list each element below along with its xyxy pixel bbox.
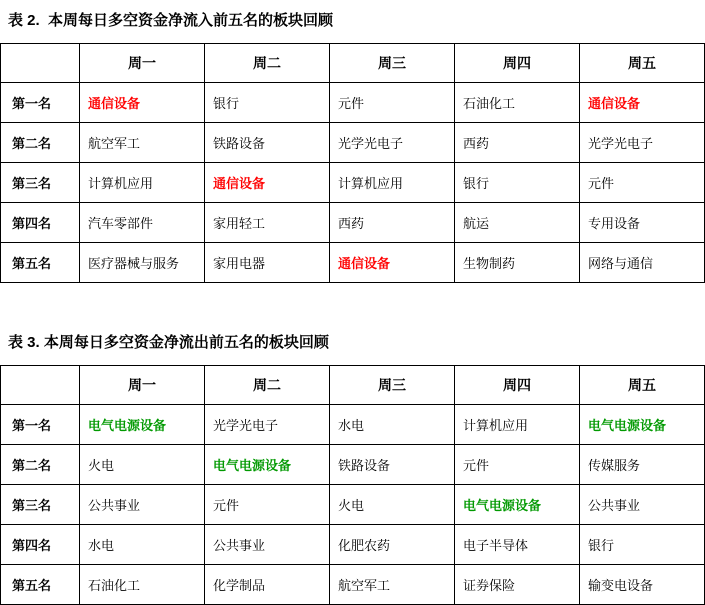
table-cell: 汽车零部件 [80,203,205,243]
rank-label: 第二名 [1,123,80,163]
rank-label: 第三名 [1,485,80,525]
day-header-mon: 周一 [80,366,205,405]
corner-cell [1,44,80,83]
day-header-wed: 周三 [330,366,455,405]
table-cell: 公共事业 [580,485,705,525]
table-cell: 专用设备 [580,203,705,243]
table-cell: 光学光电子 [330,123,455,163]
table-cell: 证券保险 [455,565,580,605]
table-cell: 电气电源设备 [80,405,205,445]
table-row [1,123,705,163]
day-header-wed: 周三 [330,44,455,83]
day-header-fri: 周五 [580,44,705,83]
rank-label: 第一名 [1,405,80,445]
table-cell: 石油化工 [80,565,205,605]
day-header-mon: 周一 [80,44,205,83]
table-cell: 光学光电子 [205,405,330,445]
table-row [1,83,705,123]
table-cell: 元件 [580,163,705,203]
table-cell: 通信设备 [205,163,330,203]
table-cell: 家用轻工 [205,203,330,243]
table-cell: 公共事业 [205,525,330,565]
table-cell: 铁路设备 [330,445,455,485]
table-cell: 银行 [455,163,580,203]
table-cell: 航运 [455,203,580,243]
table-cell: 银行 [205,83,330,123]
table-cell: 光学光电子 [580,123,705,163]
table-cell: 铁路设备 [205,123,330,163]
day-header-tue: 周二 [205,44,330,83]
table-cell: 计算机应用 [455,405,580,445]
table-cell: 水电 [330,405,455,445]
rank-label: 第二名 [1,445,80,485]
rank-label: 第四名 [1,203,80,243]
day-header-tue: 周二 [205,366,330,405]
table-cell: 网络与通信 [580,243,705,283]
table-cell: 西药 [330,203,455,243]
day-header-thu: 周四 [455,44,580,83]
day-header-thu: 周四 [455,366,580,405]
table-cell: 电气电源设备 [455,485,580,525]
table-row [1,405,705,445]
table-cell: 航空军工 [80,123,205,163]
table-cell: 元件 [330,83,455,123]
table-cell: 元件 [455,445,580,485]
table-cell: 银行 [580,525,705,565]
table-cell: 火电 [80,445,205,485]
table-row [1,163,705,203]
table2-title: 表 2. 本周每日多空资金净流入前五名的板块回顾 [8,12,334,29]
table-row [1,203,705,243]
table-cell: 医疗器械与服务 [80,243,205,283]
table-row [1,445,705,485]
table3-title: 表 3. 本周每日多空资金净流出前五名的板块回顾 [8,334,329,351]
table-cell: 传媒服务 [580,445,705,485]
rank-label: 第四名 [1,525,80,565]
table-cell: 水电 [80,525,205,565]
table-cell: 计算机应用 [80,163,205,203]
table3-header-row [1,366,705,405]
table-cell: 公共事业 [80,485,205,525]
table-row [1,243,705,283]
table2-header-row [1,44,705,83]
table-cell: 化学制品 [205,565,330,605]
table-cell: 西药 [455,123,580,163]
table-cell: 电子半导体 [455,525,580,565]
day-header-fri: 周五 [580,366,705,405]
table-cell: 家用电器 [205,243,330,283]
table-cell: 元件 [205,485,330,525]
table-cell: 石油化工 [455,83,580,123]
table-row [1,565,705,605]
table2-inflow [0,43,705,283]
rank-label: 第一名 [1,83,80,123]
table-row [1,485,705,525]
table-row [1,525,705,565]
table3-outflow [0,365,705,605]
rank-label: 第五名 [1,565,80,605]
table-cell: 通信设备 [580,83,705,123]
table-cell: 输变电设备 [580,565,705,605]
table-cell: 航空军工 [330,565,455,605]
rank-label: 第三名 [1,163,80,203]
table-cell: 电气电源设备 [580,405,705,445]
table-cell: 化肥农药 [330,525,455,565]
table-cell: 通信设备 [80,83,205,123]
corner-cell [1,366,80,405]
table-cell: 生物制药 [455,243,580,283]
table-cell: 计算机应用 [330,163,455,203]
table-cell: 火电 [330,485,455,525]
table-cell: 通信设备 [330,243,455,283]
table-cell: 电气电源设备 [205,445,330,485]
rank-label: 第五名 [1,243,80,283]
